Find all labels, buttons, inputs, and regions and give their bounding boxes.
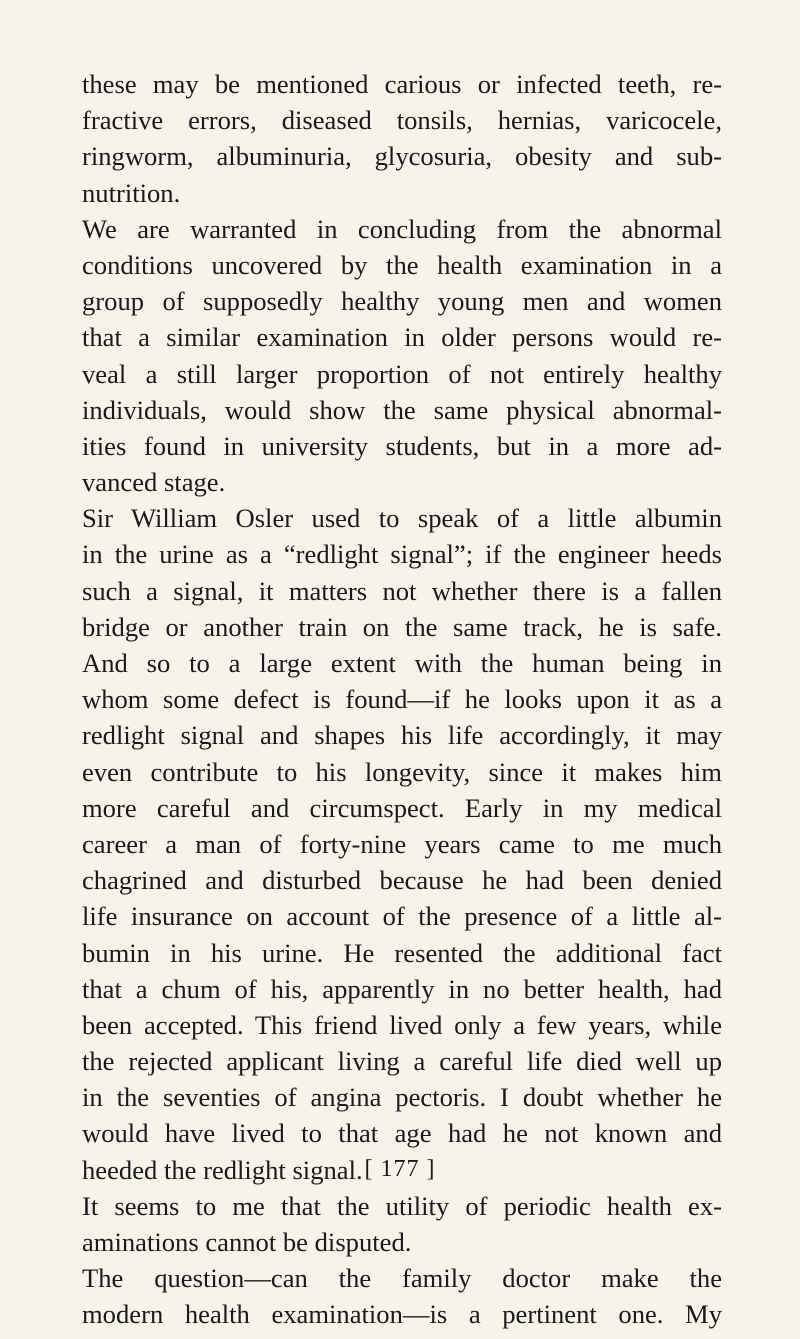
text-line: that a similar examination in older persons would re- [82,322,722,353]
text-line: the rejected applicant living a careful life died well up [82,1046,722,1077]
text-line: chagrined and disturbed because he had been denied [82,865,722,896]
text-line: fractive errors, diseased tonsils, hernias, varicocele, [82,105,722,136]
page-number: [ 177 ] [364,1156,436,1182]
text-line: more careful and circumspect. Early in my medical [82,792,722,823]
text-line: ities found in university students, but in a more ad- [82,430,722,461]
text-line: that a chum of his, apparently in no better health, had [82,973,722,1004]
text-line: veal a still larger proportion of not entirely healthy [82,358,722,389]
text-line: Sir William Osler used to speak of a little albumin [82,503,722,534]
text-line: vanced stage. [82,467,226,498]
text-line: been accepted. This friend lived only a few years, while [82,1009,722,1040]
text-line: ringworm, albuminuria, glycosuria, obesity and sub- [82,141,722,172]
text-line: We are warranted in concluding from the abnormal [82,213,722,244]
text-line: redlight signal and shapes his life accordingly, it may [82,720,722,751]
text-line: bridge or another train on the same track, he is safe. [82,611,722,642]
text-line: would have lived to that age had he not known and [82,1118,722,1149]
text-line: And so to a large extent with the human being in [82,648,722,678]
text-line: life insurance on account of the presence of a little al- [82,901,722,932]
text-line: these may be mentioned carious or infected teeth, re- [82,69,722,99]
text-line: career a man of forty-nine years came to me much [82,828,722,859]
text-line: It seems to me that the utility of periodic health ex- [82,1190,722,1221]
text-line: in the urine as a “redlight signal”; if the engineer heeds [82,539,722,570]
text-line: individuals, would show the same physical abnormal- [82,394,722,425]
body-text [82,66,722,1333]
text-line: even contribute to his longevity, since it makes him [82,756,722,787]
text-line: conditions uncovered by the health examination in a [82,249,722,280]
text-line: nutrition. [82,177,181,208]
text-line: aminations cannot be disputed. [82,1227,412,1257]
text-line: bumin in his urine. He resented the additional fact [82,937,722,968]
text-line: group of supposedly healthy young men and women [82,286,722,317]
text-line: in the seventies of angina pectoris. I doubt whether he [82,1082,722,1113]
text-line: heeded the redlight signal. [82,1154,363,1185]
text-line: such a signal, it matters not whether there is a fallen [82,575,722,606]
text-line: modern health examination—is a pertinent one. My [82,1299,722,1330]
text-line: The question—can the family doctor make the [82,1263,722,1294]
text-line: whom some defect is found—if he looks upon it as a [82,684,722,715]
